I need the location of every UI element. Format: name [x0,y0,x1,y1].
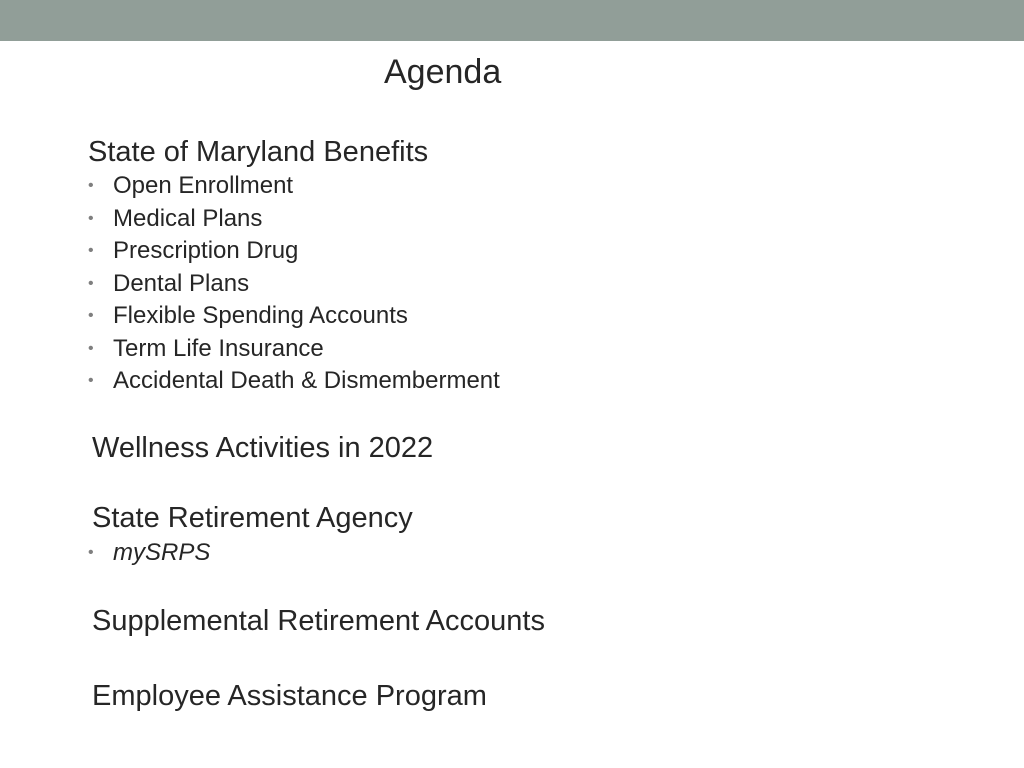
list-item [88,170,500,203]
list-item [88,333,500,366]
bullet-icon: • [88,209,94,227]
list-item-label: Flexible Spending Accounts [113,302,408,329]
section-heading-retirement-agency: State Retirement Agency [92,502,413,534]
list-item [88,537,210,570]
section-heading-benefits: State of Maryland Benefits [88,136,429,168]
retirement-list [88,537,210,570]
list-item-label: Medical Plans [113,204,263,232]
list-item-label: Dental Plans [113,269,250,297]
list-item-label: Term Life Insurance [113,334,324,362]
list-item [88,235,500,268]
list-item-label: Prescription Drug [113,237,299,264]
bullet-icon: • [88,177,94,194]
list-item-label: mySRPS [113,539,211,566]
list-item-label: Open Enrollment [113,172,294,199]
list-item-label: Accidental Death & Dismemberment [113,367,500,394]
bullet-icon: • [88,307,94,324]
list-item [88,268,500,301]
section-heading-eap: Employee Assistance Program [92,680,487,712]
bullet-icon: • [88,339,94,357]
bullet-icon: • [88,544,94,561]
bullet-icon: • [88,274,94,292]
benefits-list [88,170,500,398]
bullet-icon: • [88,242,94,259]
top-accent-bar [0,0,1024,41]
section-heading-supplemental: Supplemental Retirement Accounts [92,605,545,637]
bullet-icon: • [88,372,94,389]
section-heading-wellness: Wellness Activities in 2022 [92,432,434,464]
slide-title: Agenda [384,53,502,91]
list-item [88,203,500,236]
list-item [88,300,500,333]
list-item [88,365,500,398]
